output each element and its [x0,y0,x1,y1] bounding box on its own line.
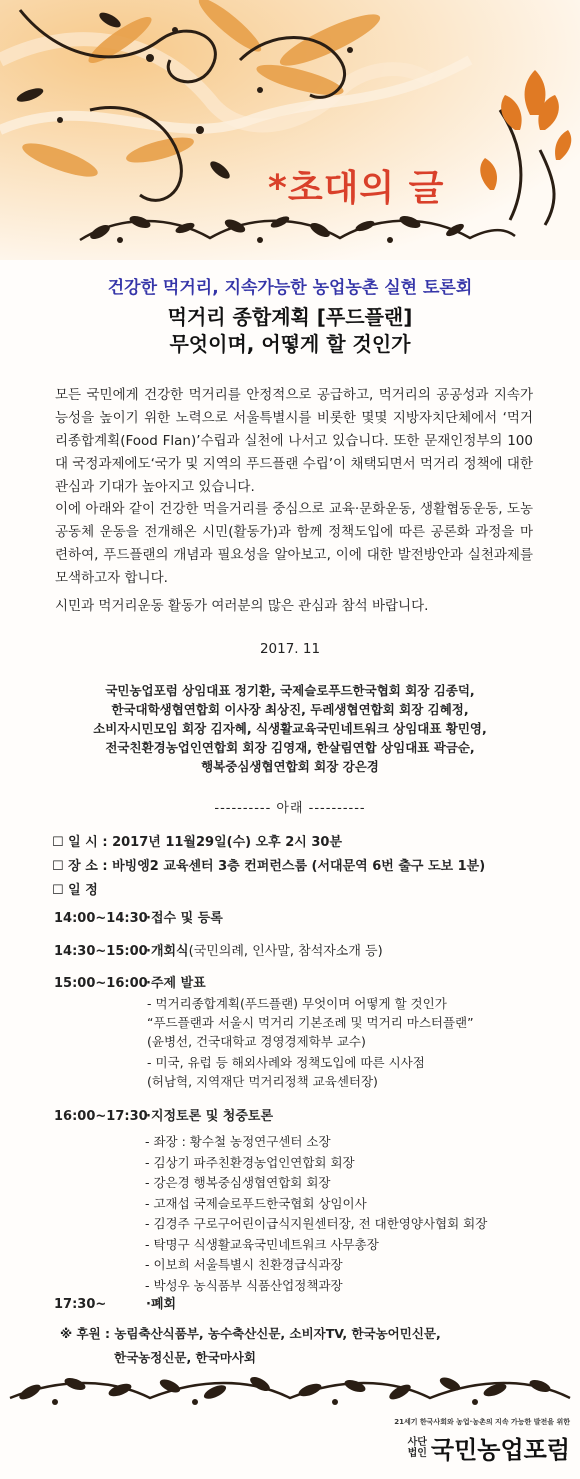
logo-small-line-1: 사단 [407,1436,427,1448]
logo-small-line-2: 법인 [407,1447,427,1459]
panel-member: - 탁명구 식생활교육국민네트워크 사무총장 [145,1236,379,1252]
presenter: (허남혁, 지역재단 먹거리정책 교육센터장) [147,1074,378,1089]
intro-paragraph-2: 이에 아래와 같이 건강한 먹을거리를 중심으로 교육·문화운동, 생활협동운동, 도농공동체 운동을 전개해온 시민(활동가)과 함께 정책도입에 따른 공론화 과정을 마련하여, 푸드플랜의 개념과 필요성을 알아보고, 이에 대한 발전방안과 실천과제를 모색하고자 합니다. [55,501,533,586]
schedule-time: 14:30~15:00 [54,944,148,959]
organization-logo [380,1417,570,1467]
host-line: 소비자시민모임 회장 김자혜, 식생활교육국민네트워크 상임대표 황민영, [93,721,487,736]
main-title-line-1: 먹거리 종합계획 [푸드플랜] [167,305,413,329]
schedule-row [54,907,223,926]
schedule-row [54,940,383,959]
event-schedule-label: ☐ 일 정 [52,883,98,898]
logo-name-row [380,1430,570,1465]
schedule-row [54,1105,273,1124]
logo-corporation-mark [408,1437,427,1459]
presentation-1 [147,994,474,1051]
event-date-value: 2017년 11월29일(수) 오후 2시 30분 [112,835,343,850]
panel-member: - 이보희 서울특별시 친환경급식과장 [145,1257,343,1272]
panel-member: - 강은경 행복중심생협연합회 회장 [145,1175,331,1190]
schedule-row [54,972,206,991]
schedule-time: 15:00~16:00 [54,976,148,991]
host-line: 전국친환경농업인연합회 회장 김영재, 한살림연합 상임대표 곽금순, [105,740,475,755]
sponsors-line-1: ※ 후원 : 농림축산식품부, 농수축산신문, 소비자TV, 한국농어민신문, [60,1326,441,1341]
event-date-line [52,831,342,855]
event-place-label: ☐ 장 소 : [52,859,113,874]
panel-member: - 김경주 구로구어린이급식지원센터장, 전 대한영양사협회 회장 [145,1216,488,1231]
panel-list [145,1132,487,1296]
forum-subtitle: 건강한 먹거리, 지속가능한 농업농촌 실현 토론회 [107,278,473,298]
presentation-topic: - 미국, 유럽 등 해외사례와 정책도입에 따른 시사점 [147,1055,425,1070]
logo-tagline: 21세기 한국사회와 농업·농촌의 지속 가능한 발전을 위한 [394,1418,570,1426]
section-divider: ---------- 아래 ---------- [214,801,366,816]
floral-header-decoration [0,0,580,260]
presentation-2 [147,1053,425,1091]
schedule-time: 17:30~ [54,1297,107,1312]
logo-organization-name: 국민농업포럼 [430,1436,570,1464]
event-place-line [52,855,485,879]
sponsors-line-2: 한국농정신문, 한국마사회 [114,1350,256,1365]
main-title [0,304,580,358]
schedule-item: ·접수 및 등록 [146,911,223,926]
schedule-item: ·주제 발표 [146,976,206,991]
schedule-row [54,1293,176,1312]
presentation-topic: - 먹거리종합계획(푸드플랜) 무엇이며 어떻게 할 것인가 [147,996,447,1011]
schedule-time: 16:00~17:30 [54,1109,148,1124]
host-line: 행복중심생협연합회 회장 강은경 [201,759,379,774]
schedule-item: ·지정토론 및 청중토론 [146,1109,274,1124]
presentation-title: “푸드플랜과 서울시 먹거리 기본조례 및 먹거리 마스터플랜” [147,1015,474,1030]
invitation-heading: *초대의 글 [268,168,445,209]
event-date-label: ☐ 일 시 : [52,835,113,850]
panel-member: - 김상기 파주친환경농업인연합회 회장 [145,1154,355,1170]
schedule-item-detail: (국민의례, 인사말, 참석자소개 등) [188,944,383,959]
intro-paragraph-1: 모든 국민에게 건강한 먹거리를 안정적으로 공급하고, 먹거리의 공공성과 지속가능성을 높이기 위한 노력으로 서울특별시를 비롯한 몇몇 지방자치단체에서 ‘먹거리종합계획(Food Flan)’수립과 실천에 나서고 있습니다. 또한 문재인정부의 100대 국정과제에도‘국가 및 지역의 푸드플랜 수립’이 채택되면서 먹거리 정책에 대한 관심과 기대가 높아지고 있습니다. [55,387,533,495]
host-line: 한국대학생협연합회 이사장 최상진, 두레생협연합회 회장 김혜정, [111,702,469,717]
letter-date: 2017. 11 [259,641,321,657]
intro-paragraph-3: 시민과 먹거리운동 활동가 여러분의 많은 관심과 참석 바랍니다. [55,598,429,614]
hosts-list [40,681,540,776]
schedule-item: ·개회식 [146,944,189,959]
presenter: (윤병선, 건국대학교 경영경제학부 교수) [147,1034,366,1049]
host-line: 국민농업포럼 상임대표 정기환, 국제슬로푸드한국협회 회장 김종덕, [105,683,475,698]
sponsors [60,1322,441,1370]
panel-member: - 좌장 : 황수철 농정연구센터 소장 [145,1134,331,1149]
panel-member: - 고재섭 국제슬로푸드한국협회 상임이사 [145,1195,367,1211]
schedule-item: ·폐회 [146,1297,177,1312]
event-place-value: 바빙엥2 교육센터 3층 컨퍼런스룸 (서대문역 6번 출구 도보 1분) [112,859,486,874]
schedule-time: 14:00~14:30 [54,911,148,926]
panel-member: - 박성우 농식품부 식품산업정책과장 [145,1277,343,1293]
main-title-line-2: 무엇이며, 어떻게 할 것인가 [169,332,411,356]
